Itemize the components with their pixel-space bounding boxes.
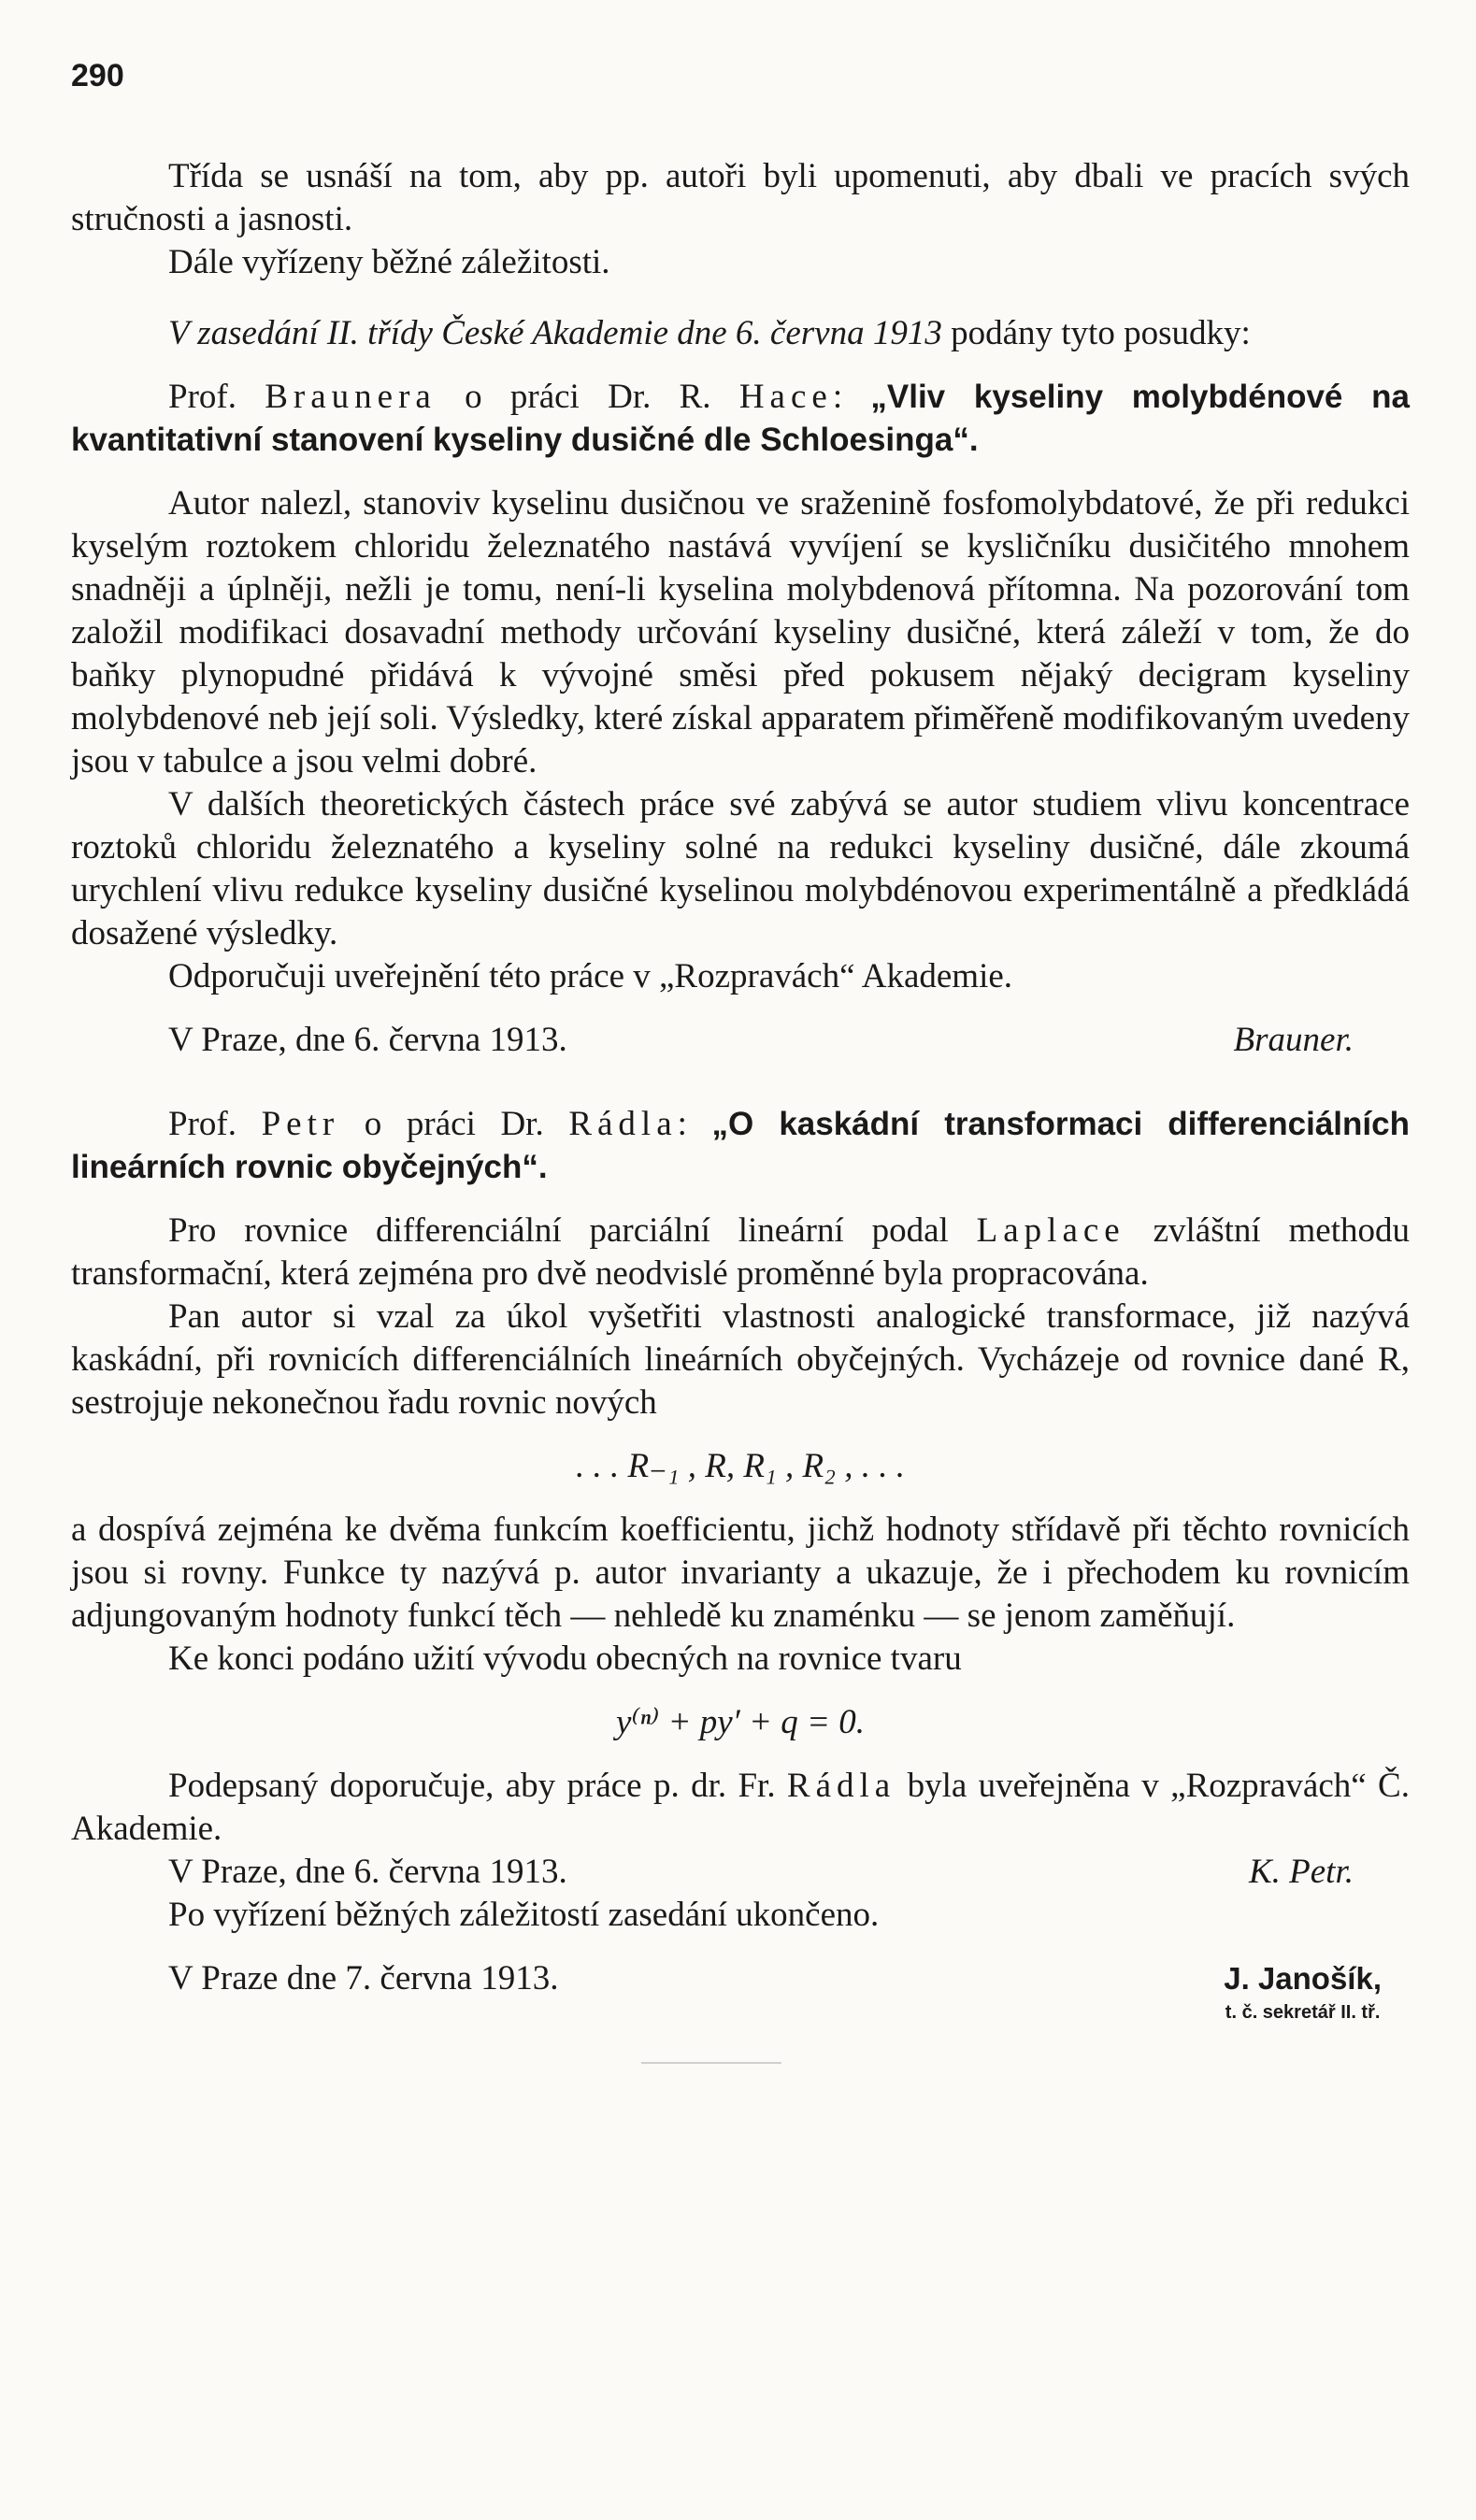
review-2-p5-b: byla uveřejněna v „Rozpravách“ Č. Akademie. xyxy=(71,1767,1410,1848)
review-2-p5-a: Podepsaný doporučuje, aby práce p. dr. Fr. xyxy=(168,1767,787,1805)
review-2-p1-a: Pro rovnice differenciální parciální lineární podal xyxy=(168,1211,977,1250)
review-1-heading xyxy=(71,376,1410,462)
review-1-paragraph-3: Odporučuji uveřejnění této práce v „Rozpravách“ Akademie. xyxy=(168,957,1013,995)
review-1-intro: Prof. xyxy=(168,378,265,416)
final-signature-title: t. č. sekretář II. tř. xyxy=(1225,2002,1381,2023)
review-2-title: „O kaskádní transformaci differenciálních lineárních rovnic obyčejných“. xyxy=(71,1106,1410,1185)
review-2-heading xyxy=(71,1103,1410,1189)
paragraph-business: Dále vyřízeny běžné záležitosti. xyxy=(168,243,610,281)
review-1-paragraph-1: Autor nalezl, stanoviv kyselinu dusičnou ve sraženině fosfomolybdatové, že při redukci kyselým roztokem chloridu železnatého nastává vyvíjení se kysličníku dusičitého mnohem snadněji a úplněji, nežli je tomu, není-li kyselina molybdenová přítomna. Na pozorování tom založil modifikaci dosavadní methody určování kyseliny dusičné, která záleží v tom, že do baňky plynopudné přidává k vývojné směsi před pokusem nějaký decigram kyseliny molybdenové neb její soli. Výsledky, které získal apparatem přiměřeně modifikovaným uvedeny jsou v tabulce a jsou velmi dobré. xyxy=(71,484,1410,780)
review-2-p1-name: Laplace xyxy=(976,1211,1125,1250)
review-1-title: „Vliv kyseliny molybdénové na kvantitativní stanovení kyseliny dusičné dle Schloesinga“. xyxy=(71,379,1410,458)
review-2-p5-name: Rádla xyxy=(786,1767,896,1805)
page-number: 290 xyxy=(71,58,124,93)
paragraph-resolution: Třída se usnáší na tom, aby pp. autoři byli upomenuti, aby dbali ve pracích svých stručnosti a jasnosti. xyxy=(71,157,1410,238)
review-2-author: Petr xyxy=(261,1105,340,1143)
session-heading: V zasedání II. třídy České Akademie dne 6. června 1913 xyxy=(168,314,942,352)
review-1-signature: Brauner. xyxy=(1233,1021,1354,1059)
review-1-sep: : xyxy=(832,378,871,416)
review-2-paragraph-1 xyxy=(71,1210,1410,1296)
review-2-subject: Rádla xyxy=(568,1105,678,1143)
final-signature-row xyxy=(71,1957,1410,2025)
review-1-author: Braunera xyxy=(265,378,437,416)
review-2-place-date: V Praze, dne 6. června 1913. xyxy=(168,1853,567,1891)
end-divider xyxy=(641,2062,781,2064)
review-1-mid: o práci Dr. R. xyxy=(436,378,739,416)
final-signature-block xyxy=(1224,1957,1410,2025)
final-signature-name: J. Janošík, xyxy=(1224,1961,1382,1996)
review-2-paragraph-5 xyxy=(71,1765,1410,1851)
review-2-mid: o práci Dr. xyxy=(339,1105,569,1143)
review-1-subject: Hace xyxy=(738,378,833,416)
review-2-signature: K. Petr. xyxy=(1248,1853,1354,1891)
review-2-series: . . . R₋₁ , R, R₁ , R₂ , . . . xyxy=(575,1447,906,1485)
review-1-place-date: V Praze, dne 6. června 1913. xyxy=(168,1021,567,1059)
page-body xyxy=(71,155,1410,2064)
review-2-p1-b: zvláštní methodu transformační, která zejména pro dvě neodvislé proměnné byla propracována. xyxy=(71,1211,1410,1293)
review-2-intro: Prof. xyxy=(168,1105,262,1143)
closing-paragraph: Po vyřízení běžných záležitostí zasedání ukončeno. xyxy=(168,1896,880,1934)
review-2-signature-row xyxy=(71,1851,1410,1894)
review-2-paragraph-4: Ke konci podáno užití vývodu obecných na rovnice tvaru xyxy=(168,1639,962,1678)
review-2-paragraph-2: Pan autor si vzal za úkol vyšetřiti vlastnosti analogické transformace, již nazývá kaskádní, při rovnicích differenciálních lineárních obyčejných. Vycházeje od rovnice dané R, sestrojuje nekonečnou řadu rovnic nových xyxy=(71,1297,1410,1422)
paragraph-session-intro xyxy=(71,312,1410,355)
review-1-signature-row xyxy=(71,1019,1410,1062)
review-1-paragraph-2: V dalších theoretických částech práce své zabývá se autor studiem vlivu koncentrace roztoků chloridu železnatého a kyseliny solné na redukci kyseliny dusičné, dále zkoumá urychlení vlivu redukce kyseliny dusičné kyselinou molybdénovou experimentálně a předkládá dosažené výsledky. xyxy=(71,785,1410,952)
review-2-paragraph-3: a dospívá zejména ke dvěma funkcím koefficientu, jichž hodnoty střídavě při těchto rovnicích jsou si rovny. Funkce ty nazývá p. autor invarianty a ukazuje, že i přechodem ku rovnicím adjungovaným hodnoty funkcí těch — nehledě ku znaménku — se jenom zaměňují. xyxy=(71,1511,1410,1635)
final-place-date: V Praze dne 7. června 1913. xyxy=(168,1959,559,1997)
review-2-equation: y⁽ⁿ⁾ + py′ + q = 0. xyxy=(616,1703,865,1741)
session-heading-rest: podány tyto posudky: xyxy=(941,314,1251,352)
review-2-sep: : xyxy=(677,1105,712,1143)
